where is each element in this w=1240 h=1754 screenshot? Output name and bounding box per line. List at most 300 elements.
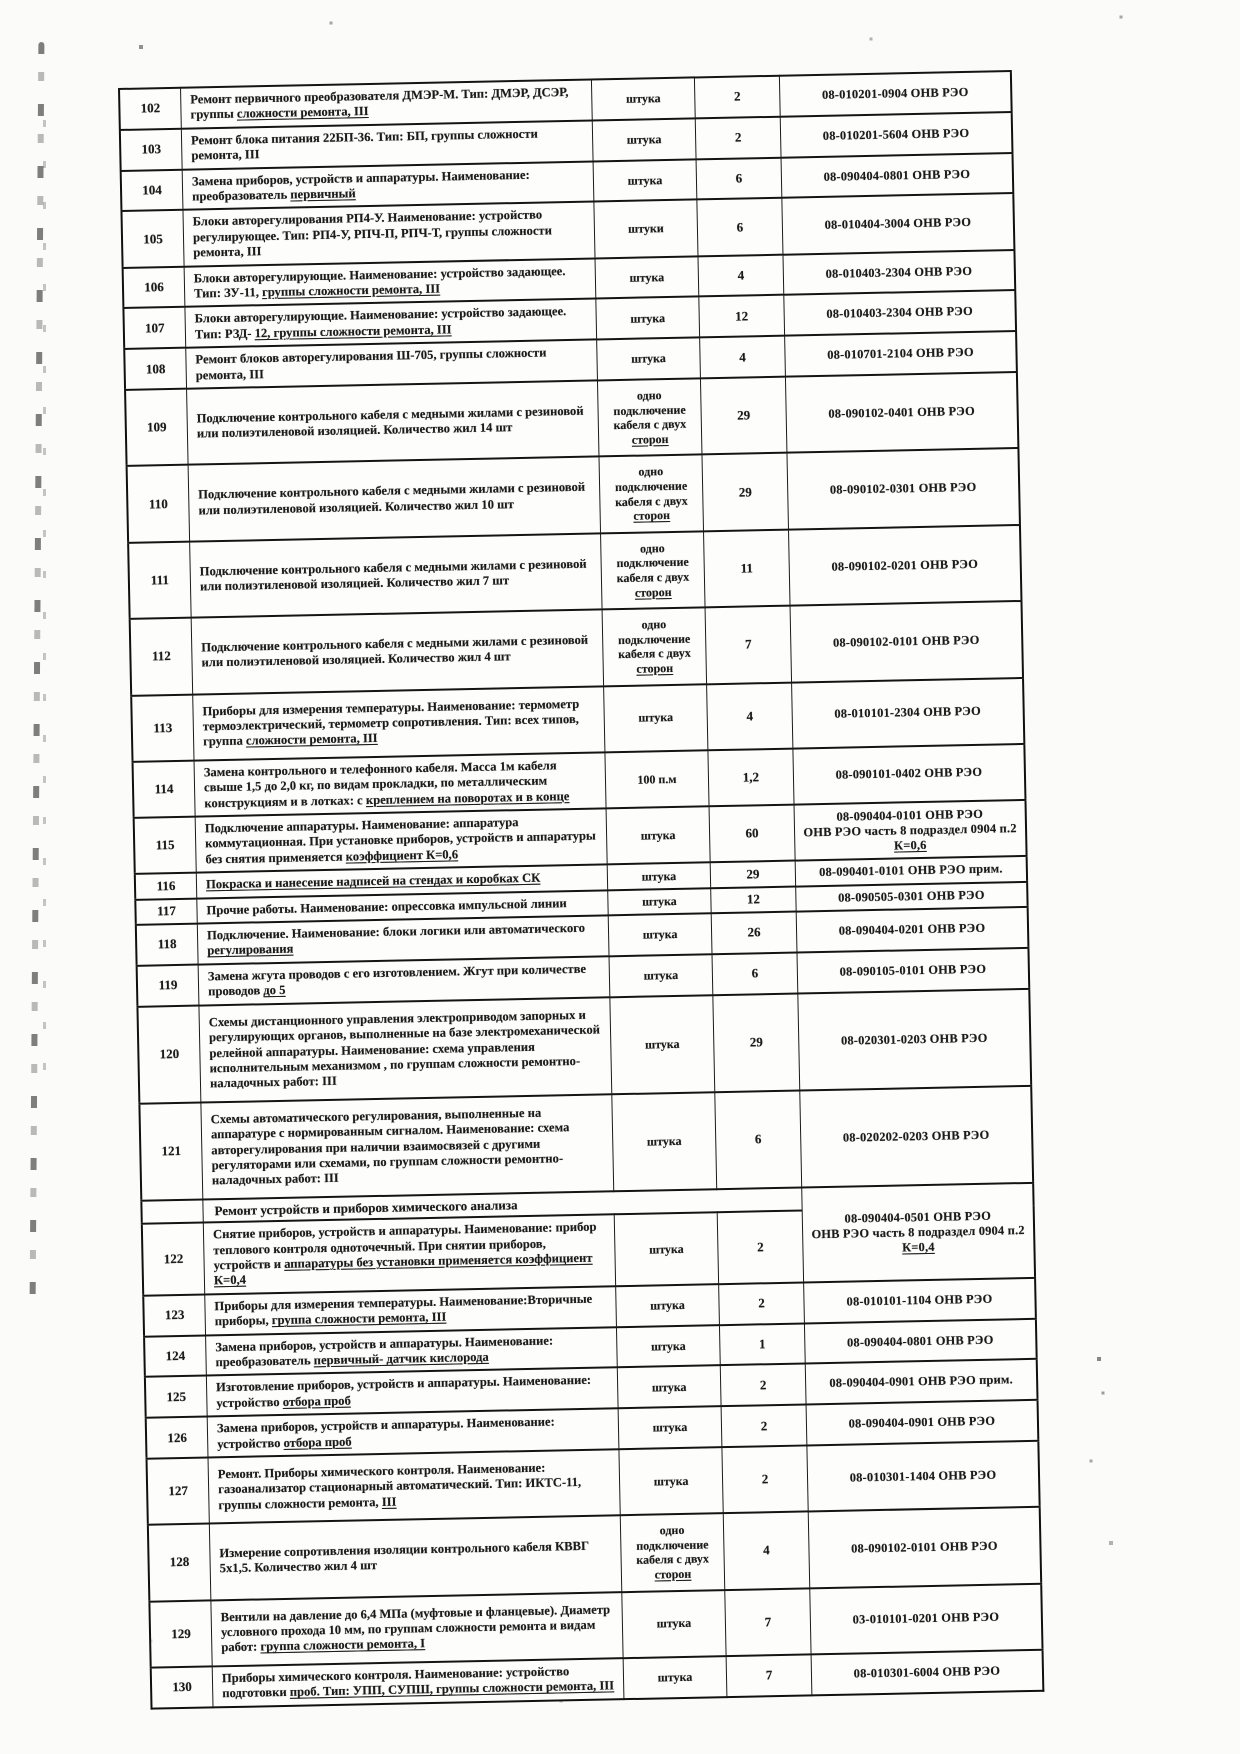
row-description-cell — [190, 533, 602, 618]
row-number: 108 — [145, 360, 166, 377]
row-unit-cell — [623, 1656, 727, 1699]
row-unit-underlined: сторон — [636, 660, 674, 676]
row-unit-cell — [597, 338, 701, 381]
row-unit: штука — [626, 132, 662, 147]
row-unit-cell — [601, 531, 706, 609]
row-quantity: 6 — [751, 965, 759, 981]
row-description: Блоки авторегулирующие. Наименование: устройство задающее. Тип: РЗД- — [194, 304, 567, 342]
row-description-underlined: группы сложности ремонта, III — [261, 281, 441, 300]
row-quantity-cell — [710, 861, 795, 888]
row-unit-cell — [620, 1513, 725, 1591]
row-number: 110 — [148, 495, 168, 512]
row-number: 116 — [156, 877, 176, 894]
row-unit: штука — [650, 1297, 685, 1313]
row-number: 117 — [156, 903, 177, 919]
row-description-cell — [195, 808, 607, 872]
row-unit: штука — [641, 868, 677, 884]
row-quantity-cell — [725, 1588, 811, 1656]
row-code: 08-090404-0901 ОНВ РЭО прим. — [829, 1372, 1013, 1391]
row-number-cell — [133, 760, 196, 817]
row-number: 127 — [168, 1483, 189, 1499]
row-quantity: 2 — [758, 1295, 765, 1311]
row-description: Схемы автоматического регулирования, выполненные на аппаратуре с нормированным сигналом. Наименование: схема авторегулирования при наличии взаимосвязей с другими регуляторами или схемами, по группам сложности ремонтно-наладочных работ: III — [210, 1105, 570, 1188]
row-quantity: 60 — [745, 825, 759, 841]
row-unit: штука — [652, 1420, 688, 1435]
row-unit: штука — [646, 1133, 682, 1149]
row-description: Приборы для измерения температуры. Наименование:Вторичные приборы, — [214, 1291, 593, 1329]
row-unit: штука — [643, 967, 679, 983]
row-number: 124 — [165, 1347, 186, 1364]
row-unit-underlined: сторон — [631, 431, 669, 447]
row-unit-cell — [604, 684, 708, 752]
row-unit-cell — [612, 1092, 717, 1191]
row-quantity-cell — [712, 952, 798, 995]
row-unit: штука — [648, 1241, 684, 1257]
row-number: 106 — [144, 279, 164, 295]
row-code-line: ОНВ РЭО часть 8 подраздел 0904 п.2 — [803, 820, 1017, 840]
row-number-cell — [127, 465, 190, 543]
row-quantity: 29 — [749, 1034, 763, 1050]
row-description: Замена приборов, устройств и аппаратуры. Наименование: устройство — [216, 1414, 555, 1451]
scan-noise-specks — [0, 0, 2, 2]
row-code: 08-090404-0801 ОНВ РЭО — [823, 166, 971, 184]
row-unit-cell — [593, 159, 697, 202]
row-description: Снятие приборов, устройств и аппаратуры. Наименование: прибор теплового контроля одноточечный. При снятии приборов, устройств и — [212, 1219, 597, 1273]
row-unit-cell — [597, 378, 702, 456]
row-unit: штука — [625, 91, 661, 106]
row-quantity-cell — [704, 529, 791, 607]
row-number: 105 — [143, 230, 163, 247]
row-quantity: 4 — [763, 1542, 770, 1558]
row-unit-cell — [622, 1590, 726, 1658]
row-unit: штука — [653, 1473, 689, 1489]
row-quantity-cell — [719, 1282, 805, 1325]
row-description-underlined: аппаратуры без установки применяется коэффициент К=0,4 — [213, 1250, 593, 1288]
row-unit: одно подключение кабеля с двух — [617, 617, 691, 662]
row-unit-cell — [605, 750, 709, 808]
row-quantity-cell — [698, 254, 784, 297]
row-description-underlined: отбора проб — [282, 1393, 351, 1409]
row-description-underlined: проб. Тип: УПП, СУПШ, группы сложности ремонта, III — [289, 1678, 615, 1700]
row-number: 128 — [169, 1554, 190, 1570]
row-quantity-cell — [717, 1211, 803, 1284]
row-number-cell — [145, 1376, 207, 1418]
row-description-cell — [193, 686, 605, 760]
row-quantity: 2 — [761, 1471, 769, 1487]
row-unit-underlined: сторон — [654, 1566, 692, 1582]
row-number: 109 — [146, 419, 167, 435]
row-quantity-cell — [713, 993, 800, 1092]
row-description-cell — [194, 752, 606, 816]
row-description-underlined: сложности ремонта, III — [245, 731, 378, 748]
row-unit-cell — [608, 888, 711, 915]
row-description-underlined: Покраска и нанесение надписей на стендах и коробках СК — [205, 870, 541, 892]
row-unit-cell — [619, 1447, 723, 1515]
row-number-cell — [124, 348, 186, 390]
row-unit-cell — [592, 118, 696, 161]
row-description: Схемы дистанционного управления электроприводом запорных и регулирующих органов, выполненные на базе электромеханической релейной аппаратуры. Наименование: схема управления исполнительным механизмом , по группам сложности ремонтно-наладочных работ: III — [208, 1007, 601, 1091]
row-code: 08-090102-0101 ОНВ РЭО — [832, 632, 980, 650]
row-unit: штука — [644, 1036, 680, 1052]
row-code-cell — [806, 1400, 1038, 1445]
row-number-cell — [137, 1005, 200, 1103]
row-quantity: 4 — [746, 708, 754, 724]
row-number-cell — [121, 169, 183, 211]
row-number: 102 — [140, 100, 161, 116]
row-quantity: 2 — [759, 1377, 767, 1393]
row-description-cell — [201, 1094, 614, 1199]
row-description: Ремонт блока питания 22БП-36. Тип: БП, группы сложности ремонта, III — [190, 126, 538, 163]
row-description-cell — [199, 997, 612, 1102]
row-description: Подключение контрольного кабеля с медными жилами с резиновой или полиэтиленовой изоляцией. Количество жил 10 шт — [198, 479, 586, 518]
row-quantity-cell — [715, 1090, 802, 1189]
row-description: Замена приборов, устройств и аппаратуры. Наименование: преобразователь — [191, 167, 530, 204]
row-number: 107 — [144, 319, 165, 336]
row-code-cell — [810, 1583, 1043, 1654]
row-description: Замена жгута проводов с его изготовлением. Жгут при количестве проводов — [207, 961, 587, 999]
row-number: 111 — [150, 572, 170, 588]
row-quantity: 26 — [747, 924, 761, 941]
row-number-cell — [141, 1199, 203, 1224]
row-number: 103 — [141, 141, 162, 157]
row-code: 08-010301-1404 ОНВ РЭО — [849, 1467, 997, 1485]
row-code: 08-090401-0101 ОНВ РЭО прим. — [818, 861, 1003, 880]
row-unit: штука — [630, 310, 666, 326]
row-unit-cell — [599, 455, 704, 533]
row-code: 08-010403-2304 ОНВ РЭО — [825, 263, 973, 281]
row-number-cell — [148, 1524, 211, 1602]
row-unit: одно подключение кабеля с двух — [613, 388, 687, 433]
row-number-cell — [137, 964, 199, 1006]
row-number: 125 — [166, 1388, 187, 1405]
row-description-cell — [183, 202, 595, 266]
row-description: Подключение контрольного кабеля с медными жилами с резиновой или полиэтиленовой изоляцией. Количество жил 14 шт — [196, 403, 584, 441]
row-description-cell — [187, 381, 599, 466]
row-quantity-cell — [699, 295, 785, 338]
row-unit: одно подключение кабеля с двух — [636, 1523, 710, 1568]
row-number-cell — [147, 1458, 210, 1525]
row-description: Ремонт. Приборы химического контроля. Наименование: газоанализатор стационарный автоматический. Тип: ИКТС-11, группы сложности ремонта, — [217, 1460, 582, 1513]
row-description-underlined: креплением на поворотах и в конце — [365, 788, 570, 807]
row-description-cell — [203, 1214, 615, 1294]
row-number-cell — [136, 924, 198, 966]
row-unit: штука — [642, 927, 678, 942]
row-description: Замена приборов, устройств и аппаратуры. Наименование: преобразователь — [215, 1333, 554, 1370]
row-quantity: 1 — [758, 1336, 766, 1352]
row-code: 08-010201-5604 ОНВ РЭО — [822, 125, 970, 143]
row-number: 112 — [151, 648, 171, 664]
row-description: Подключение контрольного кабеля с медными жилами с резиновой или полиэтиленовой изоляцией. Количество жил 7 шт — [199, 556, 587, 594]
row-number-cell — [149, 1600, 212, 1667]
row-quantity-cell — [723, 1512, 810, 1590]
row-description: Подключение аппаратуры. Наименование: аппаратура коммутационная. При установке приборов, устройств и аппаратуры без снятия применяется — [204, 815, 596, 867]
row-code: 08-010101-2304 ОНВ РЭО — [834, 704, 982, 721]
row-code-cell — [798, 989, 1031, 1091]
row-unit: штука — [631, 351, 666, 367]
row-quantity: 7 — [744, 636, 752, 652]
row-code-cell — [807, 1441, 1040, 1512]
row-quantity: 2 — [733, 88, 741, 105]
table-row — [137, 989, 1031, 1104]
row-number-cell — [131, 694, 194, 761]
row-code-cell — [808, 1507, 1041, 1588]
row-description: Прочие работы. Наименование: опрессовка импульсной линии — [206, 895, 567, 918]
row-unit: штука — [640, 827, 676, 843]
row-code-line: 08-090404-0101 ОНВ РЭО — [836, 806, 984, 824]
row-quantity: 6 — [735, 170, 743, 186]
row-description: Вентили на давление до 6,4 МПа (муфтовые и фланцевые). Диаметр условного прохода 10 мм, по группам сложности ремонта и видам работ: — [220, 1602, 611, 1655]
row-quantity-cell — [696, 157, 782, 200]
row-number-cell — [146, 1417, 208, 1459]
row-number-cell — [130, 618, 193, 696]
row-code: 08-010101-1104 ОНВ РЭО — [846, 1291, 993, 1309]
row-number-cell — [134, 817, 197, 874]
row-code-cell — [787, 448, 1020, 529]
row-description: Ремонт первичного преобразователя ДМЭР-М. Тип: ДМЭР, ДСЭР, группы — [190, 84, 569, 122]
section-title: Ремонт устройств и приборов химического анализа — [214, 1196, 518, 1219]
row-number: 113 — [153, 719, 173, 736]
row-code: 08-090102-0201 ОНВ РЭО — [831, 556, 979, 574]
row-quantity: 7 — [765, 1667, 773, 1683]
row-code-cell — [783, 250, 1015, 295]
row-quantity: 1,2 — [742, 769, 760, 785]
row-number-cell — [135, 898, 197, 925]
row-code: 08-010301-6004 ОНВ РЭО — [853, 1663, 1001, 1681]
row-code-line: 08-090404-0501 ОНВ РЭО — [844, 1208, 992, 1226]
row-code: 08-090404-0201 ОНВ РЭО — [838, 920, 986, 938]
row-quantity: 12 — [735, 308, 749, 324]
row-number: 120 — [159, 1046, 180, 1062]
row-number-cell — [151, 1666, 213, 1708]
row-code: 08-010201-0904 ОНВ РЭО — [821, 84, 969, 102]
row-quantity-cell — [719, 1323, 805, 1366]
row-unit: штука — [651, 1379, 687, 1395]
row-quantity: 29 — [738, 484, 752, 500]
row-description-underlined: отбора проб — [283, 1434, 352, 1450]
row-description-cell — [191, 610, 603, 695]
row-description-underlined: группа сложности ремонта, III — [271, 1309, 447, 1328]
row-number-cell — [128, 541, 191, 619]
row-unit-cell — [618, 1406, 722, 1449]
row-number: 123 — [164, 1307, 185, 1323]
row-description: Изготовление приборов, устройств и аппаратуры. Наименование: устройство — [215, 1373, 592, 1411]
row-number-cell — [123, 307, 185, 349]
row-quantity-cell — [722, 1445, 808, 1513]
row-description: Блоки авторегулирующие. Наименование: устройство задающее. Тип: ЗУ-11, — [193, 263, 566, 301]
row-number-cell — [135, 873, 197, 900]
row-number: 115 — [155, 837, 175, 853]
row-number: 126 — [167, 1429, 187, 1445]
row-description: Блоки авторегулирования РП4-У. Наименование: устройство регулирующее. Тип: РП4-У, РПЧ-П, РПЧ-Т, группы сложности ремонта, III — [192, 207, 553, 260]
row-quantity-cell — [708, 748, 794, 806]
row-quantity-cell — [694, 76, 780, 119]
row-unit-underlined: сторон — [633, 508, 671, 523]
row-description-cell — [211, 1592, 623, 1666]
row-unit: штука — [656, 1616, 692, 1631]
row-quantity-cell — [700, 377, 787, 455]
row-code: 08-010701-2104 ОНВ РЭО — [827, 345, 974, 363]
row-quantity-cell — [721, 1405, 807, 1448]
row-number-cell — [123, 266, 185, 308]
row-quantity-cell — [697, 198, 783, 256]
row-quantity: 7 — [764, 1613, 772, 1630]
row-quantity-cell — [700, 336, 786, 379]
row-number-cell — [119, 88, 181, 130]
row-code: 08-010404-3004 ОНВ РЭО — [824, 214, 972, 232]
row-code-cell — [785, 372, 1018, 453]
row-code: 08-090505-0301 ОНВ РЭО — [838, 887, 985, 905]
row-code-cell — [802, 1183, 1035, 1283]
row-code-cell — [804, 1278, 1036, 1323]
row-quantity-cell — [707, 682, 793, 750]
row-number-cell — [142, 1223, 205, 1296]
row-number-cell — [143, 1294, 205, 1336]
row-description: Подключение контрольного кабеля с медными жилами с резиновой или полиэтиленовой изоляцией. Количество жил 4 шт — [201, 632, 589, 670]
row-code-cell — [792, 678, 1025, 749]
row-code-cell — [781, 153, 1013, 198]
row-description-underlined: первичный- датчик кислорода — [313, 1349, 489, 1368]
row-number: 122 — [163, 1250, 184, 1267]
row-description-underlined: регулирования — [207, 942, 294, 958]
row-code-line: К=0,4 — [902, 1239, 935, 1255]
row-code: 08-090102-0301 ОНВ РЭО — [829, 480, 977, 497]
row-description-cell — [209, 1515, 621, 1600]
row-description-cell — [208, 1449, 620, 1523]
row-code-cell — [805, 1359, 1037, 1404]
row-code: 08-090404-0901 ОНВ РЭО — [848, 1413, 996, 1431]
row-unit-cell — [610, 995, 715, 1094]
row-description: Приборы химического контроля. Наименование: устройство подготовки — [221, 1664, 570, 1701]
row-code: 03-010101-0201 ОНВ РЭО — [852, 1609, 1000, 1627]
row-number: 121 — [161, 1143, 182, 1159]
row-number: 118 — [157, 936, 177, 952]
row-unit: одно подключение кабеля с двух — [614, 464, 688, 509]
row-quantity: 29 — [737, 407, 751, 423]
row-number-cell — [144, 1335, 206, 1377]
row-unit-cell — [614, 1212, 718, 1286]
row-number-cell — [125, 389, 188, 467]
row-quantity-cell — [711, 912, 797, 955]
row-quantity: 2 — [760, 1417, 768, 1433]
row-code: 08-020301-0203 ОНВ РЭО — [840, 1030, 988, 1048]
row-quantity: 29 — [746, 866, 760, 882]
row-number-cell — [121, 210, 184, 267]
row-code-cell — [785, 331, 1017, 376]
row-code-cell — [790, 601, 1023, 682]
row-number-cell — [139, 1102, 202, 1200]
row-unit-cell — [596, 297, 700, 340]
document-sheet — [118, 70, 1044, 1709]
row-code-line: ОНВ РЭО часть 8 подраздел 0904 п.2 — [811, 1222, 1025, 1242]
row-unit: одно подключение кабеля с двух — [616, 540, 690, 586]
row-unit-cell — [609, 954, 713, 997]
row-description: Подключение. Наименование: блоки логики или автоматического — [206, 920, 586, 943]
row-code-cell — [782, 193, 1015, 254]
row-description-underlined: сложности ремонта, III — [236, 104, 369, 122]
row-code-cell — [811, 1650, 1043, 1695]
row-quantity: 2 — [734, 129, 742, 145]
row-number-cell — [120, 129, 182, 171]
row-quantity-cell — [726, 1654, 812, 1697]
row-quantity: 2 — [756, 1239, 764, 1255]
row-code-cell — [804, 1318, 1036, 1363]
row-unit-cell — [608, 913, 712, 956]
row-unit-cell — [594, 200, 698, 258]
row-code-cell — [779, 71, 1011, 116]
row-unit: штука — [638, 710, 674, 726]
row-code-cell — [800, 1086, 1033, 1188]
row-unit: штука — [657, 1669, 693, 1685]
row-code: 08-090102-0401 ОНВ РЭО — [828, 403, 976, 421]
row-unit-cell — [591, 77, 695, 120]
row-number: 119 — [158, 977, 178, 993]
row-unit: штука — [629, 269, 665, 285]
row-description-underlined: III — [381, 1494, 397, 1509]
row-quantity-cell — [695, 117, 781, 160]
row-code-cell — [788, 525, 1021, 606]
row-code-cell — [793, 744, 1026, 805]
row-quantity: 12 — [746, 891, 761, 907]
row-code: 08-090105-0101 ОНВ РЭО — [839, 961, 987, 979]
row-description: Ремонт блоков авторегулирования Ш-705, группы сложности ремонта, III — [195, 345, 547, 383]
row-description: Замена контрольного и телефонного кабеля. Масса 1м кабеля свыше 1,5 до 2,0 кг, по видам прокладки, по металлическим конструкциям и в лотках: с — [203, 758, 557, 811]
row-number: 129 — [171, 1625, 191, 1641]
row-description-cell — [212, 1658, 624, 1707]
row-description-underlined: первичный — [290, 186, 356, 202]
row-code-cell — [796, 907, 1028, 952]
row-unit: штука — [641, 894, 677, 909]
row-number: 104 — [142, 182, 162, 198]
row-unit: штуки — [627, 221, 664, 237]
row-unit-cell — [607, 863, 710, 890]
row-code-cell — [784, 291, 1016, 336]
row-unit-cell — [602, 608, 707, 686]
row-quantity-cell — [702, 453, 789, 531]
norms-table-body — [119, 71, 1043, 1708]
row-description-underlined: до 5 — [263, 983, 286, 998]
row-quantity-cell — [709, 805, 795, 863]
row-code-cell — [794, 800, 1027, 861]
row-unit-cell — [606, 806, 710, 864]
row-unit: штука — [627, 172, 663, 188]
row-quantity-cell — [711, 886, 796, 913]
row-quantity: 6 — [736, 219, 744, 235]
row-unit-cell — [616, 1284, 720, 1327]
row-unit: 100 п.м — [637, 771, 677, 787]
row-quantity: 4 — [739, 349, 746, 365]
row-unit-underlined: сторон — [634, 584, 672, 600]
row-number: 130 — [172, 1679, 192, 1695]
row-code: 08-090101-0402 ОНВ РЭО — [835, 765, 983, 783]
scan-binding-artifact-2 — [43, 120, 46, 1100]
table-row — [139, 1086, 1033, 1201]
row-description-underlined: группа сложности ремонта, I — [260, 1636, 426, 1654]
row-unit-cell — [616, 1325, 720, 1368]
row-quantity-cell — [705, 606, 792, 684]
row-number: 114 — [154, 780, 174, 797]
row-description: Измерение сопротивления изоляции контрольного кабеля КВВГ 5х1,5. Количество жил 4 шт — [219, 1538, 590, 1576]
row-description: Приборы для измерения температуры. Наименование: термометр термоэлектрический, термометр сопротивления. Тип: всех типов, группа — [202, 696, 580, 749]
row-description-underlined: коэффициент К=0,6 — [345, 847, 459, 864]
row-quantity-cell — [720, 1364, 806, 1407]
row-quantity: 4 — [737, 267, 745, 283]
repair-norms-table — [118, 70, 1044, 1709]
row-unit-cell — [617, 1366, 721, 1409]
row-unit: штука — [650, 1338, 686, 1354]
row-code: 08-020202-0203 ОНВ РЭО — [842, 1127, 990, 1145]
row-code-cell — [780, 112, 1012, 157]
row-code: 08-090102-0101 ОНВ РЭО — [851, 1538, 998, 1556]
